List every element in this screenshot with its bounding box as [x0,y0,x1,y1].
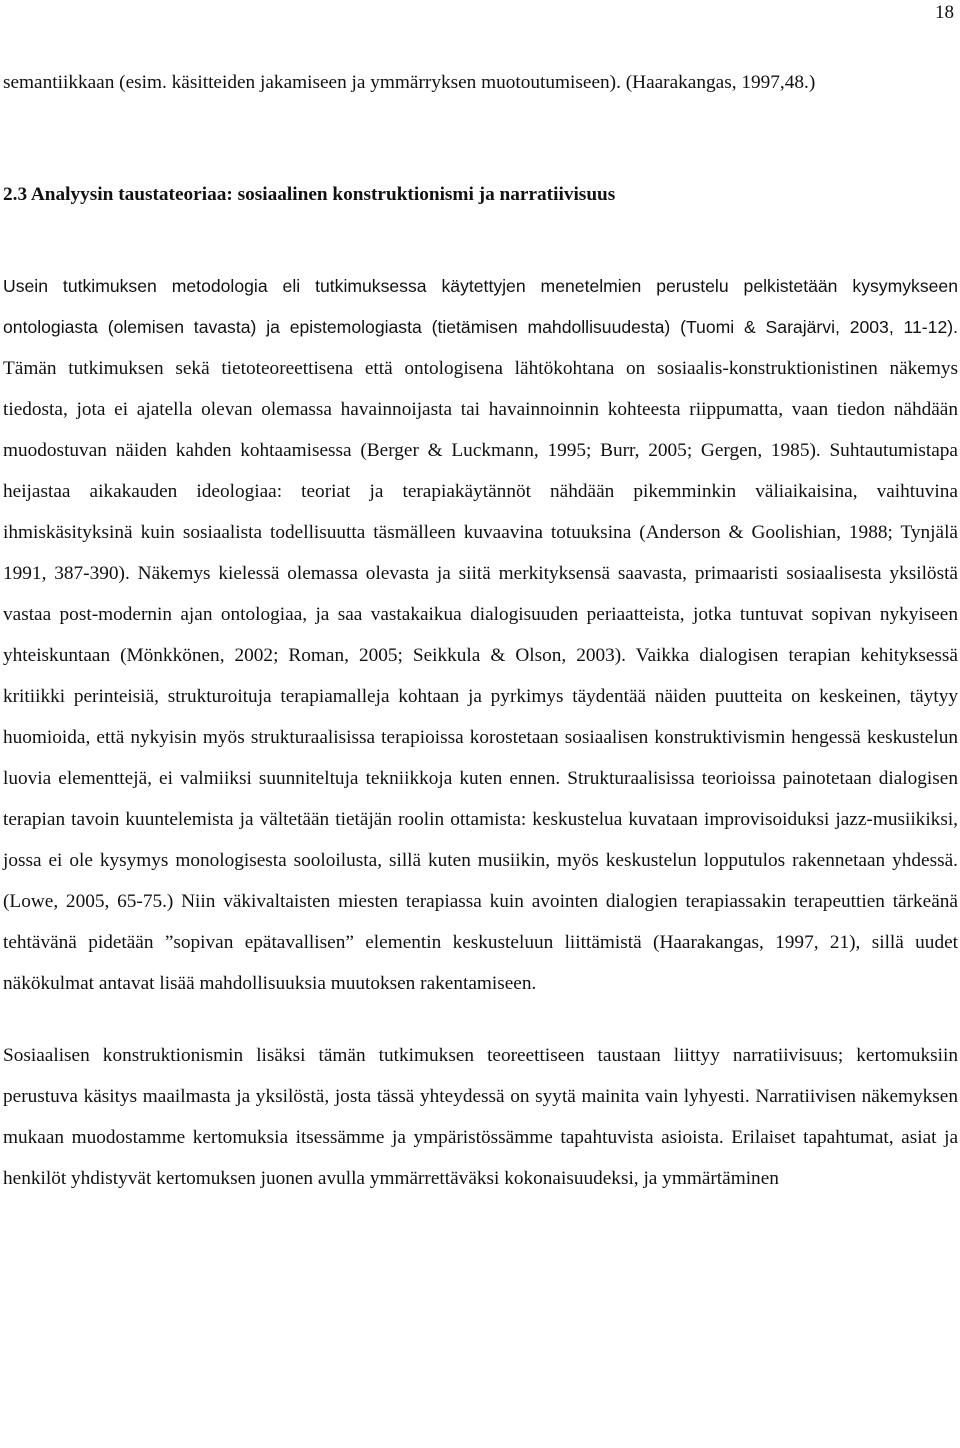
document-body [3,62,958,1199]
section-heading: 2.3 Analyysin taustateoriaa: sosiaalinen konstruktionismi ja narratiivisuus [3,184,616,205]
spacer [3,215,958,266]
body-paragraph-1 [3,266,958,1004]
page-number: 18 [935,2,954,23]
intro-paragraph: semantiikkaan (esim. käsitteiden jakamiseen ja ymmärryksen muotoutumiseen). (Haarakangas, 1997,48.) [3,72,816,93]
paragraph-1-serif-part: Tämän tutkimuksen sekä tietoteoreettisena että ontologisena lähtökohtana on sosiaalis-konstruktionistinen näkemys tiedosta, jota ei ajatella olevan olemassa havainnoijasta tai havainnoinnin kohteesta riippumatta, vaan tiedon nähdään muodostuvan näiden kahden kohtaamisessa (Berger & Luckmann, 1995; Burr, 2005; Gergen, 1985). Suhtautumistapa heijastaa aikakauden ideologiaa: teoriat ja terapiakäytännöt nähdään pikemminkin väliaikaisina, vaihtuvina ihmiskäsityksinä kuin sosiaalista todellisuutta täsmälleen kuvaavina totuuksina (Anderson & Goolishian, 1988; Tynjälä 1991, 387-390). Näkemys kielessä olemassa olevasta ja siitä merkityksensä saavasta, primaaristi sosiaalisesta yksilöstä vastaa post-modernin ajan ontologiaa, ja saa vastakaikua dialogisuuden periaatteista, jotka tuntuvat sopivan nykyiseen yhteiskuntaan (Mönkkönen, 2002; Roman, 2005; Seikkula & Olson, 2003). Vaikka dialogisen terapian kehityksessä kritiikki perinteisiä, strukturoituja terapiamalleja kohtaan ja pyrkimys täydentää näiden puutteita on keskeinen, täytyy huomioida, että nykyisin myös strukturaalisissa terapioissa korostetaan sosiaalisen konstruktivismin hengessä keskustelun luovia elementtejä, ei valmiiksi suunniteltuja tekniikkoja kuten ennen. Strukturaalisissa teorioissa painotetaan dialogisen terapian tavoin kuuntelemista ja vältetään tietäjän roolin ottamista: keskustelua kuvataan improvisoiduksi jazz-musiikiksi, jossa ei ole kysymys monologisesta sooloilusta, sillä kuten musiikin, myös keskustelun lopputulos rakennetaan yhdessä. (Lowe, 2005, 65-75.) Niin väkivaltaisten miesten terapiassa kuin avointen dialogien terapiassakin terapeuttien tärkeänä tehtävänä pidetään ”sopivan epätavallisen” elementin keskusteluun liittämistä (Haarakangas, 1997, 21), sillä uudet näkökulmat antavat lisää mahdollisuuksia muutoksen rakentamiseen. [3,358,958,994]
body-paragraph-2: Sosiaalisen konstruktionismin lisäksi tämän tutkimuksen teoreettiseen taustaan liittyy narratiivisuus; kertomuksiin perustuva käsitys maailmasta ja yksilöstä, josta tässä yhteydessä on syytä mainita vain lyhyesti. Narratiivisen näkemyksen mukaan muodostamme kertomuksia itsessämme ja ympäristössämme tapahtuvista asioista. Erilaiset tapahtumat, asiat ja henkilöt yhdistyvät kertomuksen juonen avulla ymmärrettäväksi kokonaisuudeksi, ja ymmärtäminen [3,1045,958,1189]
paragraph-1-sans-part: Usein tutkimuksen metodologia eli tutkimuksessa käytettyjen menetelmien perustelu pelkistetään kysymykseen ontologiasta (olemisen tavasta) ja epistemologiasta (tietämisen mahdollisuudesta) (Tuomi & Sarajärvi, 2003, 11-12). [3,276,958,337]
spacer [3,1004,958,1035]
spacer [3,103,958,174]
